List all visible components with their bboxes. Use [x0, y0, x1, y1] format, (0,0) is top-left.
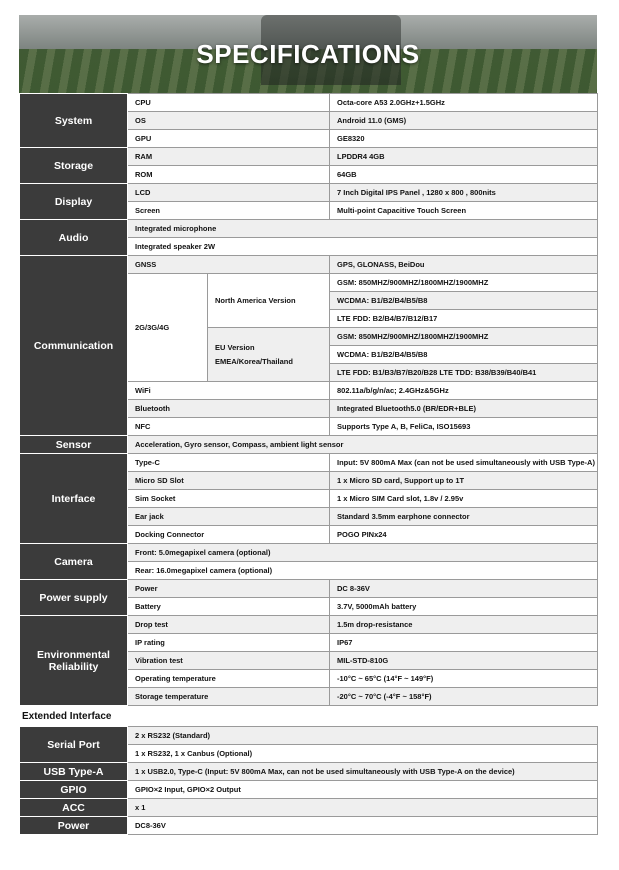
spec-row [20, 781, 598, 799]
category-sensor: Sensor [20, 436, 128, 454]
spec-table [19, 93, 598, 706]
category-serial-port: Serial Port [20, 727, 128, 763]
spec-value: 1 x Micro SD card, Support up to 1T [330, 472, 598, 490]
spec-value: 7 Inch Digital IPS Panel , 1280 x 800 , 800nits [330, 184, 598, 202]
spec-value: Standard 3.5mm earphone connector [330, 508, 598, 526]
spec-label: Drop test [128, 616, 330, 634]
spec-value: DC 8-36V [330, 580, 598, 598]
spec-value: POGO PINx24 [330, 526, 598, 544]
spec-label: NFC [128, 418, 330, 436]
spec-value: Input: 5V 800mA Max (can not be used simultaneously with USB Type-A) [330, 454, 598, 472]
spec-value: 64GB [330, 166, 598, 184]
category-environmental-line-2: Reliability [48, 660, 99, 673]
category-display: Display [20, 184, 128, 220]
spec-label: Storage temperature [128, 688, 330, 706]
spec-label: Type-C [128, 454, 330, 472]
spec-value: MIL-STD-810G [330, 652, 598, 670]
spec-row [20, 454, 598, 472]
spec-row [20, 184, 598, 202]
spec-value: Octa-core A53 2.0GHz+1.5GHz [330, 94, 598, 112]
spec-row [20, 94, 598, 112]
spec-row [20, 580, 598, 598]
spec-label: Vibration test [128, 652, 330, 670]
extended-interface-heading: Extended Interface [22, 711, 112, 722]
spec-label: RAM [128, 148, 330, 166]
eu-version-label [208, 328, 330, 382]
cellular-label: 2G/3G/4G [128, 274, 208, 382]
spec-value: Integrated microphone [128, 220, 598, 238]
spec-row [20, 799, 598, 817]
spec-value: Integrated Bluetooth5.0 (BR/EDR+BLE) [330, 400, 598, 418]
spec-value: GE8320 [330, 130, 598, 148]
spec-value: -10°C ~ 65°C (14°F ~ 149°F) [330, 670, 598, 688]
spec-label: ROM [128, 166, 330, 184]
spec-label: IP rating [128, 634, 330, 652]
spec-label: GNSS [128, 256, 330, 274]
spec-value: 1 x USB2.0, Type-C (Input: 5V 800mA Max, can not be used simultaneously with USB Type-A on the device) [128, 763, 598, 781]
category-camera: Camera [20, 544, 128, 580]
spec-value: Supports Type A, B, FeliCa, ISO15693 [330, 418, 598, 436]
spec-value: Integrated speaker 2W [128, 238, 598, 256]
spec-value: IP67 [330, 634, 598, 652]
spec-label: Battery [128, 598, 330, 616]
category-audio: Audio [20, 220, 128, 256]
spec-value: DC8-36V [128, 817, 598, 835]
spec-label: WiFi [128, 382, 330, 400]
spec-value: GPIO×2 Input, GPIO×2 Output [128, 781, 598, 799]
header-banner [19, 15, 597, 93]
spec-row [20, 817, 598, 835]
category-usb-type-a: USB Type-A [20, 763, 128, 781]
spec-row [20, 148, 598, 166]
spec-label: OS [128, 112, 330, 130]
spec-value: Multi-point Capacitive Touch Screen [330, 202, 598, 220]
spec-label: Operating temperature [128, 670, 330, 688]
spec-label: GPU [128, 130, 330, 148]
spec-value: x 1 [128, 799, 598, 817]
category-acc: ACC [20, 799, 128, 817]
spec-value: WCDMA: B1/B2/B4/B5/B8 [330, 292, 598, 310]
spec-value: 1 x Micro SIM Card slot, 1.8v / 2.95v [330, 490, 598, 508]
spec-label: Sim Socket [128, 490, 330, 508]
spec-row [20, 544, 598, 562]
spec-value: Android 11.0 (GMS) [330, 112, 598, 130]
spec-label: Power [128, 580, 330, 598]
spec-value: 2 x RS232 (Standard) [128, 727, 598, 745]
page-title: SPECIFICATIONS [196, 39, 420, 69]
spec-label: LCD [128, 184, 330, 202]
spec-value: Acceleration, Gyro sensor, Compass, ambient light sensor [128, 436, 598, 454]
spec-value: GSM: 850MHZ/900MHZ/1800MHZ/1900MHZ [330, 274, 598, 292]
category-storage: Storage [20, 148, 128, 184]
spec-value: Front: 5.0megapixel camera (optional) [128, 544, 598, 562]
spec-value: LTE FDD: B1/B3/B7/B20/B28 LTE TDD: B38/B39/B40/B41 [330, 364, 598, 382]
spec-value: GSM: 850MHZ/900MHZ/1800MHZ/1900MHZ [330, 328, 598, 346]
na-version-label: North America Version [208, 274, 330, 328]
spec-value: 3.7V, 5000mAh battery [330, 598, 598, 616]
spec-row [20, 436, 598, 454]
category-environmental-line-1: Environmental [37, 648, 110, 661]
spec-value: -20°C ~ 70°C (-4°F ~ 158°F) [330, 688, 598, 706]
spec-label: Docking Connector [128, 526, 330, 544]
spec-value: WCDMA: B1/B2/B4/B5/B8 [330, 346, 598, 364]
extended-interface-table [19, 726, 598, 835]
spec-label: Micro SD Slot [128, 472, 330, 490]
spec-row [20, 727, 598, 745]
category-communication: Communication [20, 256, 128, 436]
spec-value: LPDDR4 4GB [330, 148, 598, 166]
spec-row [20, 220, 598, 238]
category-power: Power [20, 817, 128, 835]
spec-value: 1.5m drop-resistance [330, 616, 598, 634]
spec-label: Screen [128, 202, 330, 220]
eu-version-line-1: EU Version [215, 342, 255, 352]
category-system: System [20, 94, 128, 148]
category-power-supply: Power supply [20, 580, 128, 616]
spec-value: GPS, GLONASS, BeiDou [330, 256, 598, 274]
spec-label: CPU [128, 94, 330, 112]
spec-row [20, 763, 598, 781]
category-gpio: GPIO [20, 781, 128, 799]
spec-row [20, 616, 598, 634]
category-interface: Interface [20, 454, 128, 544]
eu-version-line-2: EMEA/Korea/Thailand [215, 356, 293, 366]
spec-value: 1 x RS232, 1 x Canbus (Optional) [128, 745, 598, 763]
spec-value: 802.11a/b/g/n/ac; 2.4GHz&5GHz [330, 382, 598, 400]
spec-value: Rear: 16.0megapixel camera (optional) [128, 562, 598, 580]
spec-label: Ear jack [128, 508, 330, 526]
spec-label: Bluetooth [128, 400, 330, 418]
spec-row [20, 256, 598, 274]
spec-value: LTE FDD: B2/B4/B7/B12/B17 [330, 310, 598, 328]
category-environmental [20, 616, 128, 706]
